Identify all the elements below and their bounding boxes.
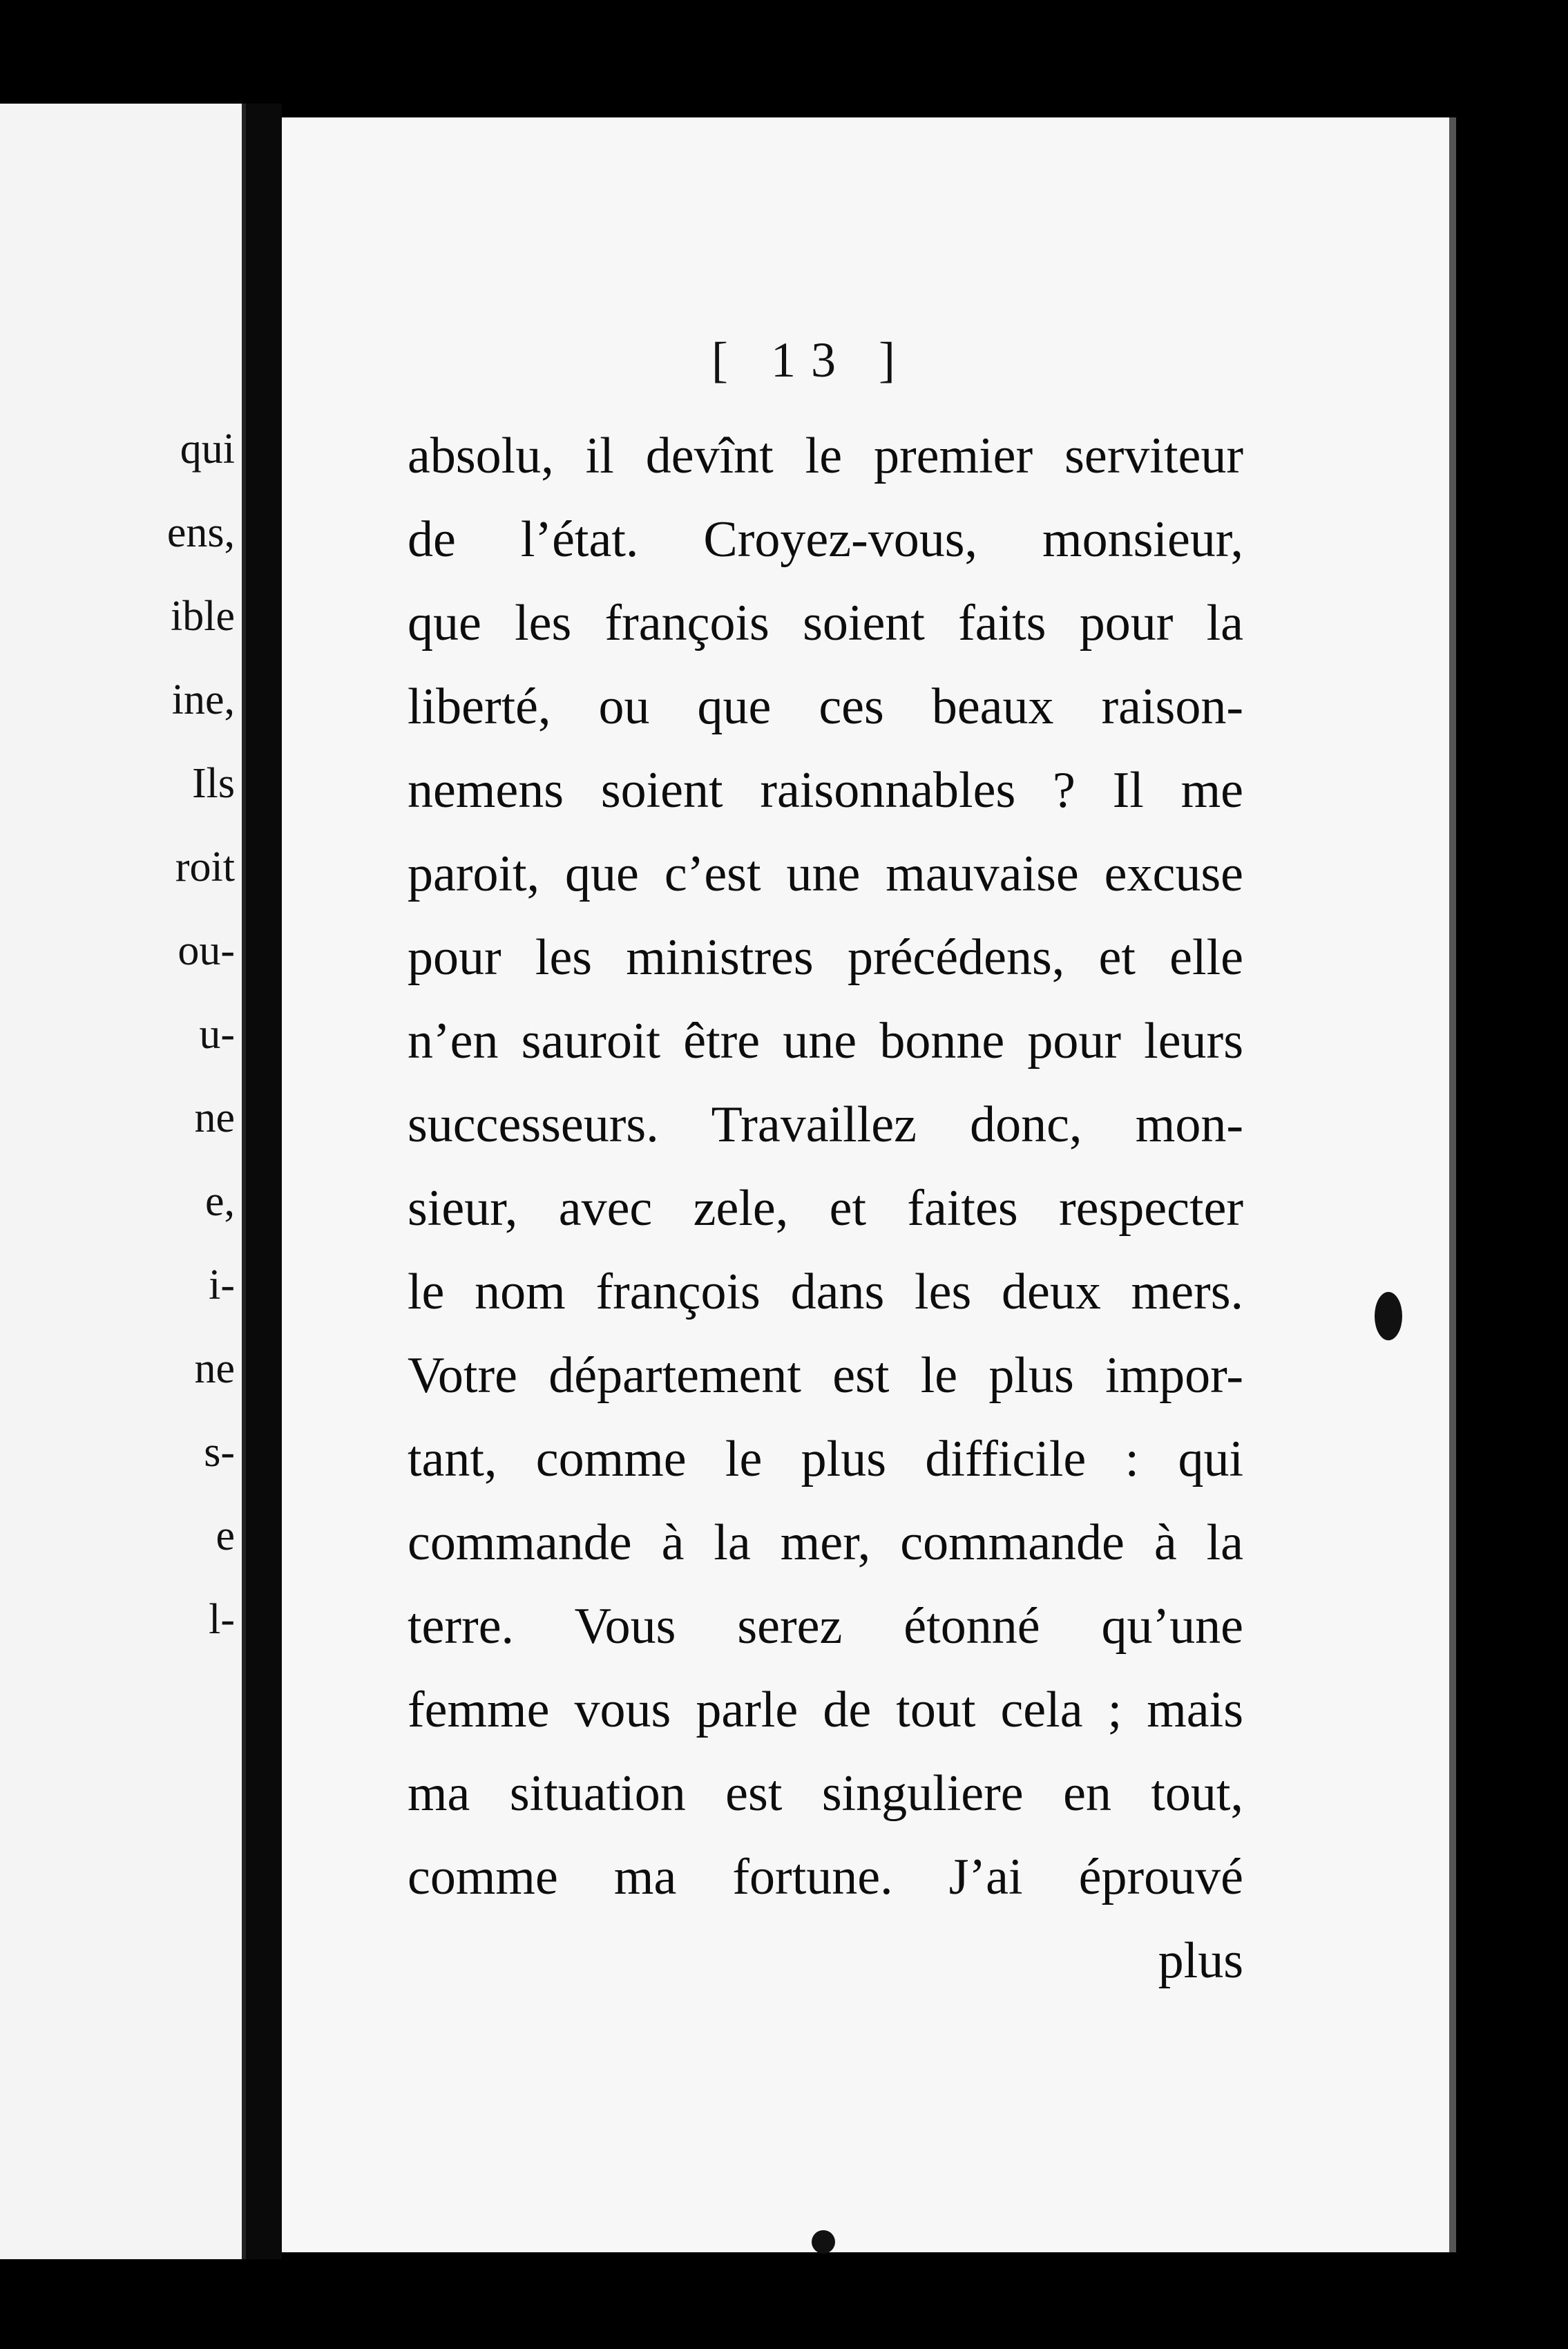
left-page-fragment: ible xyxy=(171,593,235,640)
left-page-fragment: Ils xyxy=(192,760,235,807)
ink-spot xyxy=(1375,1292,1402,1340)
left-page-fragment: u- xyxy=(199,1011,235,1058)
text-line: femme vous parle de tout cela ; mais xyxy=(408,1682,1243,1738)
body-text xyxy=(408,415,1243,2003)
left-page-fragment: ne xyxy=(194,1345,235,1392)
text-line: pour les ministres précédens, et elle xyxy=(408,929,1243,986)
left-page-fragment: e, xyxy=(204,1178,235,1225)
text-line: comme ma fortune. J’ai éprouvé xyxy=(408,1849,1243,1905)
text-line: n’en sauroit être une bonne pour leurs xyxy=(408,1013,1243,1069)
left-page-fragment: roit xyxy=(175,844,235,891)
left-page-fragment: qui xyxy=(180,426,235,473)
text-line: commande à la mer, commande à la xyxy=(408,1514,1243,1571)
left-page-fragment: l- xyxy=(209,1596,235,1643)
left-page-fragment: s- xyxy=(204,1429,235,1476)
catchword: plus xyxy=(1158,1932,1243,1989)
text-line: ma situation est singuliere en tout, xyxy=(408,1765,1243,1822)
text-line: successeurs. Travaillez donc, mon- xyxy=(408,1096,1243,1153)
text-line: tant, comme le plus difficile : qui xyxy=(408,1431,1243,1487)
book-gutter xyxy=(246,104,282,2259)
left-page-fragment: i- xyxy=(209,1262,235,1309)
text-line: absolu, il devînt le premier serviteur xyxy=(408,428,1243,484)
text-line: liberté, ou que ces beaux raison- xyxy=(408,678,1243,735)
left-page-fragment: ine, xyxy=(171,676,235,723)
page-number: [ 13 ] xyxy=(711,332,910,388)
left-page-fragment: ens, xyxy=(166,509,235,556)
text-line: que les françois soient faits pour la xyxy=(408,595,1243,652)
left-page xyxy=(0,104,246,2259)
text-line: de l’état. Croyez-vous, monsieur, xyxy=(408,511,1243,568)
left-page-fragment: ou- xyxy=(178,927,235,974)
left-page-fragment: e xyxy=(216,1512,235,1559)
text-line: le nom françois dans les deux mers. xyxy=(408,1264,1243,1320)
text-line: paroit, que c’est une mauvaise excuse xyxy=(408,846,1243,902)
ink-spot xyxy=(812,2230,835,2254)
text-line: terre. Vous serez étonné qu’une xyxy=(408,1598,1243,1655)
text-line: sieur, avec zele, et faites respecter xyxy=(408,1180,1243,1237)
left-page-fragment: ne xyxy=(194,1094,235,1141)
text-line: nemens soient raisonnables ? Il me xyxy=(408,762,1243,819)
text-line: Votre département est le plus impor- xyxy=(408,1347,1243,1404)
